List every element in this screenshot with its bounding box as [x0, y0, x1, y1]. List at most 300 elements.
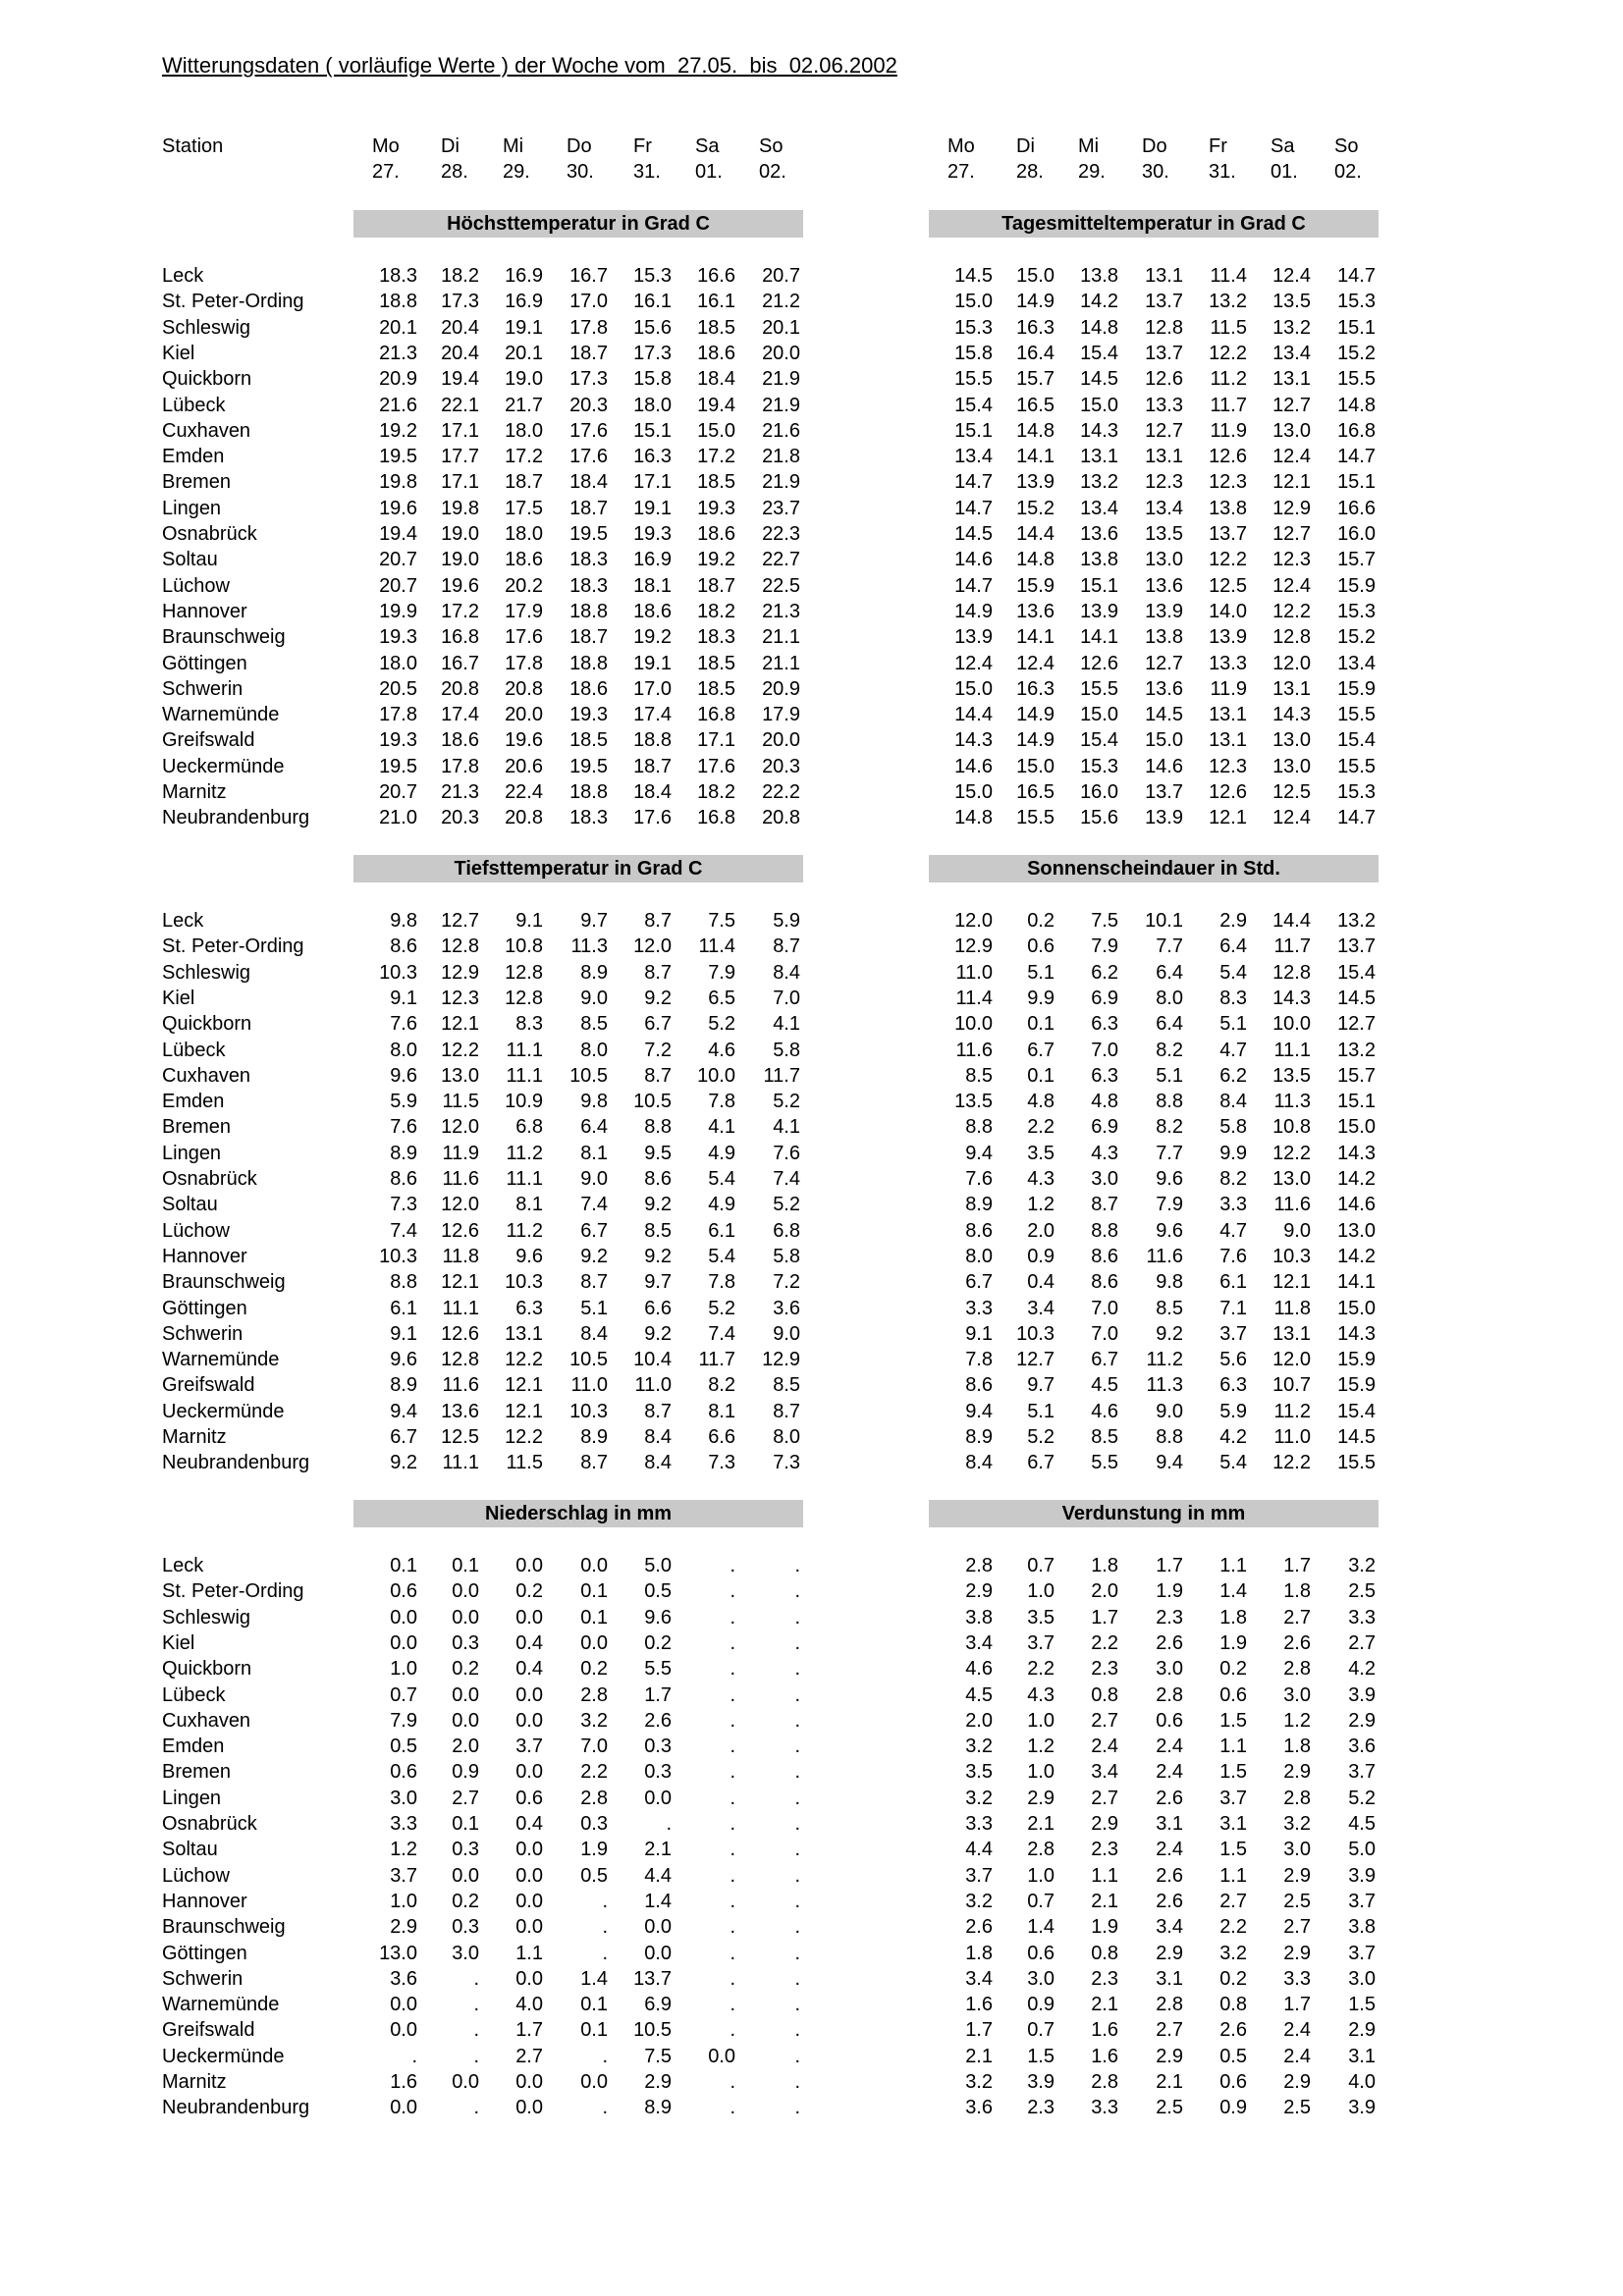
table-cell: 0.0 — [515, 1839, 543, 1861]
table-cell: 8.8 — [644, 1116, 672, 1139]
table-cell: 14.3 — [1337, 1142, 1376, 1164]
table-cell: 14.4 — [1272, 910, 1311, 932]
table-cell: 1.7 — [515, 2019, 543, 2042]
table-cell: 1.7 — [965, 2019, 993, 2042]
table-cell: 19.3 — [379, 729, 417, 752]
table-cell: 13.5 — [1145, 523, 1183, 545]
table-cell: 0.0 — [452, 1864, 479, 1887]
table-cell: 12.7 — [1145, 652, 1183, 674]
table-cell: 2.9 — [1283, 2071, 1311, 2093]
table-cell: 12.8 — [505, 961, 543, 984]
station-name: Marnitz — [162, 781, 227, 803]
table-cell: 0.0 — [515, 1606, 543, 1629]
table-cell: 0.4 — [1027, 1271, 1055, 1294]
station-name: Göttingen — [162, 652, 247, 674]
table-cell: 2.1 — [1091, 1994, 1118, 2016]
table-cell: 11.4 — [698, 935, 735, 958]
station-name: Hannover — [162, 600, 247, 622]
table-cell: 13.1 — [1209, 704, 1247, 726]
table-cell: 18.6 — [697, 523, 735, 545]
table-cell: 19.1 — [505, 316, 543, 339]
table-cell: 10.5 — [569, 1349, 608, 1371]
station-name: Cuxhaven — [162, 1064, 251, 1087]
page-title: Witterungsdaten ( vorläufige Werte ) der Woche vom 27.05. bis 02.06.2002 — [162, 53, 897, 78]
table-cell: 13.0 — [379, 1942, 417, 1964]
table-cell: 5.0 — [1348, 1839, 1376, 1861]
table-cell: 1.9 — [1091, 1916, 1118, 1939]
table-cell: 8.1 — [708, 1400, 735, 1422]
table-cell: 11.0 — [955, 961, 993, 984]
table-cell: 15.3 — [1337, 600, 1376, 622]
table-cell: 0.2 — [515, 1580, 543, 1603]
table-cell: 3.8 — [965, 1606, 993, 1629]
table-cell: 18.5 — [697, 677, 735, 700]
table-cell: 22.4 — [505, 781, 543, 803]
table-cell: . — [730, 1864, 735, 1887]
table-cell: 16.9 — [505, 291, 543, 313]
table-cell: 2.7 — [1156, 2019, 1183, 2042]
table-cell: 15.1 — [1080, 574, 1118, 597]
station-name: Neubrandenburg — [162, 1452, 310, 1474]
table-cell: 11.5 — [442, 1091, 479, 1113]
table-cell: 1.5 — [1027, 2045, 1055, 2067]
table-cell: . — [602, 2045, 608, 2067]
table-cell: 14.2 — [1337, 1168, 1376, 1190]
section-band-left: Tiefsttemperatur in Grad C — [353, 855, 803, 882]
table-cell: 2.7 — [1091, 1709, 1118, 1732]
table-cell: 12.6 — [1145, 368, 1183, 391]
table-cell: 15.0 — [697, 419, 735, 442]
station-name: Lübeck — [162, 1039, 226, 1061]
date-header-right-2: 29. — [1078, 161, 1106, 183]
table-cell: 16.7 — [441, 652, 479, 674]
table-cell: 2.9 — [1027, 1787, 1055, 1809]
table-cell: 4.0 — [1348, 2071, 1376, 2093]
table-cell: 17.6 — [505, 626, 543, 649]
table-cell: 2.4 — [1156, 1761, 1183, 1784]
table-cell: 7.4 — [708, 1322, 735, 1345]
table-cell: 15.0 — [954, 291, 993, 313]
table-cell: 10.1 — [1145, 910, 1183, 932]
table-cell: 9.0 — [580, 987, 608, 1009]
station-name: Neubrandenburg — [162, 807, 310, 829]
table-cell: 17.6 — [569, 446, 608, 468]
table-cell: 0.8 — [1091, 1683, 1118, 1706]
table-cell: 10.0 — [1272, 1013, 1311, 1036]
table-cell: 3.6 — [390, 1967, 417, 1990]
table-cell: 13.7 — [633, 1967, 672, 1990]
table-cell: 20.9 — [379, 368, 417, 391]
table-cell: 13.1 — [1272, 368, 1311, 391]
station-name: Kiel — [162, 1631, 195, 1654]
table-cell: 12.2 — [505, 1426, 543, 1448]
table-cell: 8.4 — [965, 1452, 993, 1474]
table-cell: 7.0 — [1091, 1297, 1118, 1319]
table-cell: 13.9 — [1016, 471, 1055, 494]
station-name: Osnabrück — [162, 523, 257, 545]
day-header-right-1: Di — [1016, 135, 1035, 157]
date-header-left-4: 31. — [633, 161, 661, 183]
table-cell: 12.8 — [441, 1349, 479, 1371]
station-name: Neubrandenburg — [162, 2097, 310, 2119]
table-cell: 14.3 — [1272, 704, 1311, 726]
table-cell: 9.8 — [580, 1091, 608, 1113]
table-cell: 12.0 — [1272, 652, 1311, 674]
table-cell: 6.8 — [773, 1219, 800, 1242]
table-cell: 1.0 — [1027, 1761, 1055, 1784]
table-cell: 15.0 — [1145, 729, 1183, 752]
table-cell: 8.6 — [390, 935, 417, 958]
table-cell: 9.7 — [644, 1271, 672, 1294]
table-cell: 11.9 — [442, 1142, 479, 1164]
table-cell: 13.1 — [505, 1322, 543, 1345]
table-cell: 7.2 — [644, 1039, 672, 1061]
table-cell: 3.0 — [1091, 1168, 1118, 1190]
station-name: Schwerin — [162, 677, 243, 700]
table-cell: 18.3 — [569, 549, 608, 571]
table-cell: 2.9 — [644, 2071, 672, 2093]
table-cell: . — [730, 1631, 735, 1654]
table-cell: 8.2 — [1219, 1168, 1247, 1190]
table-cell: 12.0 — [1272, 1349, 1311, 1371]
table-cell: 18.3 — [379, 265, 417, 287]
table-cell: 0.0 — [515, 1864, 543, 1887]
table-cell: 12.0 — [441, 1116, 479, 1139]
table-cell: 11.7 — [1273, 935, 1311, 958]
date-header-left-3: 30. — [567, 161, 594, 183]
table-cell: 0.2 — [580, 1658, 608, 1681]
table-cell: 3.7 — [1348, 1942, 1376, 1964]
table-cell: 20.1 — [379, 316, 417, 339]
table-cell: 13.0 — [1145, 549, 1183, 571]
table-cell: 13.6 — [1080, 523, 1118, 545]
table-cell: 5.4 — [708, 1168, 735, 1190]
table-cell: 15.2 — [1337, 342, 1376, 364]
station-name: Greifswald — [162, 729, 255, 752]
table-cell: 17.3 — [633, 342, 672, 364]
table-cell: 8.6 — [644, 1168, 672, 1190]
table-cell: 13.1 — [1272, 1322, 1311, 1345]
table-cell: 3.7 — [965, 1864, 993, 1887]
table-cell: 9.0 — [580, 1168, 608, 1190]
table-cell: 21.3 — [441, 781, 479, 803]
table-cell: 17.0 — [569, 291, 608, 313]
table-cell: 20.9 — [762, 677, 800, 700]
table-cell: 3.1 — [1156, 1813, 1183, 1835]
table-cell: 5.9 — [390, 1091, 417, 1113]
table-cell: 12.3 — [1145, 471, 1183, 494]
table-cell: 7.9 — [1156, 1194, 1183, 1216]
station-name: Lingen — [162, 1142, 222, 1164]
table-cell: 14.5 — [954, 265, 993, 287]
table-cell: . — [730, 1787, 735, 1809]
table-cell: 7.6 — [965, 1168, 993, 1190]
station-name: St. Peter-Ording — [162, 935, 304, 958]
section-band-right: Tagesmitteltemperatur in Grad C — [929, 210, 1379, 238]
table-cell: 20.8 — [441, 677, 479, 700]
table-cell: 22.1 — [441, 394, 479, 416]
table-cell: 19.4 — [697, 394, 735, 416]
table-cell: 16.4 — [1016, 342, 1055, 364]
table-cell: . — [730, 1709, 735, 1732]
table-cell: 1.1 — [1219, 1555, 1247, 1576]
table-cell: 12.8 — [441, 935, 479, 958]
table-cell: 2.0 — [965, 1709, 993, 1732]
table-cell: 14.5 — [1337, 1426, 1376, 1448]
table-cell: 14.9 — [1016, 704, 1055, 726]
table-cell: 0.7 — [390, 1683, 417, 1706]
table-cell: 8.6 — [965, 1374, 993, 1397]
table-cell: 20.8 — [505, 807, 543, 829]
table-cell: 14.4 — [1016, 523, 1055, 545]
table-cell: 6.4 — [1156, 961, 1183, 984]
table-cell: . — [602, 2097, 608, 2119]
table-cell: 17.7 — [441, 446, 479, 468]
table-cell: 1.9 — [1156, 1580, 1183, 1603]
table-cell: 2.5 — [1283, 2097, 1311, 2119]
table-cell: 19.5 — [569, 755, 608, 777]
table-cell: 16.5 — [1016, 394, 1055, 416]
station-name: Schleswig — [162, 316, 251, 339]
table-cell: 0.0 — [580, 1555, 608, 1576]
table-cell: 7.6 — [390, 1013, 417, 1036]
table-cell: 8.3 — [1219, 987, 1247, 1009]
table-cell: 13.1 — [1209, 729, 1247, 752]
table-cell: . — [730, 1942, 735, 1964]
table-cell: 7.0 — [773, 987, 800, 1009]
table-cell: 13.2 — [1209, 291, 1247, 313]
table-cell: 14.8 — [1016, 549, 1055, 571]
table-cell: 16.8 — [1337, 419, 1376, 442]
table-cell: 13.1 — [1272, 677, 1311, 700]
table-cell: 17.8 — [505, 652, 543, 674]
table-cell: 3.0 — [1348, 1967, 1376, 1990]
table-cell: 2.4 — [1283, 2019, 1311, 2042]
station-name: St. Peter-Ording — [162, 1580, 304, 1603]
table-cell: 15.7 — [1016, 368, 1055, 391]
table-cell: 2.2 — [580, 1761, 608, 1784]
table-cell: 0.0 — [452, 1709, 479, 1732]
table-cell: 11.1 — [442, 1297, 479, 1319]
table-cell: 12.4 — [1272, 265, 1311, 287]
table-cell: 8.7 — [644, 1400, 672, 1422]
table-cell: 6.3 — [1091, 1064, 1118, 1087]
table-cell: 20.3 — [569, 394, 608, 416]
table-cell: 1.4 — [1027, 1916, 1055, 1939]
date-header-right-6: 02. — [1334, 161, 1362, 183]
table-cell: 17.6 — [569, 419, 608, 442]
table-cell: . — [794, 1813, 800, 1835]
table-cell: 6.4 — [1156, 1013, 1183, 1036]
table-cell: . — [730, 1994, 735, 2016]
table-cell: 0.1 — [1027, 1013, 1055, 1036]
table-cell: 2.3 — [1091, 1839, 1118, 1861]
table-cell: 0.4 — [515, 1631, 543, 1654]
table-cell: 1.0 — [1027, 1709, 1055, 1732]
day-header-right-6: So — [1334, 135, 1359, 157]
table-cell: 12.2 — [1272, 600, 1311, 622]
table-cell: 2.5 — [1283, 1890, 1311, 1912]
table-cell: 18.8 — [569, 652, 608, 674]
table-cell: 18.6 — [569, 677, 608, 700]
station-name: Leck — [162, 1555, 204, 1576]
table-cell: 1.2 — [1283, 1709, 1311, 1732]
table-cell: 9.7 — [1027, 1374, 1055, 1397]
station-name: Schleswig — [162, 961, 251, 984]
table-cell: 2.2 — [1027, 1658, 1055, 1681]
table-cell: 1.5 — [1348, 1994, 1376, 2016]
table-cell: 0.6 — [1219, 2071, 1247, 2093]
table-cell: 7.7 — [1156, 1142, 1183, 1164]
table-cell: 12.6 — [1209, 781, 1247, 803]
table-cell: 1.4 — [1219, 1580, 1247, 1603]
table-cell: 3.0 — [1156, 1658, 1183, 1681]
table-cell: 12.2 — [1272, 1452, 1311, 1474]
table-cell: 13.3 — [1145, 394, 1183, 416]
table-cell: 3.7 — [1348, 1890, 1376, 1912]
table-cell: 18.5 — [697, 316, 735, 339]
table-cell: 12.9 — [762, 1349, 800, 1371]
table-cell: 17.5 — [505, 497, 543, 519]
date-header-right-5: 01. — [1271, 161, 1298, 183]
table-cell: 10.3 — [1272, 1245, 1311, 1267]
section-band-right: Sonnenscheindauer in Std. — [929, 855, 1379, 882]
station-name: Lingen — [162, 1787, 222, 1809]
table-cell: . — [794, 1994, 800, 2016]
table-cell: 11.3 — [570, 935, 608, 958]
table-cell: 0.6 — [1027, 935, 1055, 958]
table-cell: 9.1 — [515, 910, 543, 932]
table-cell: 8.9 — [390, 1374, 417, 1397]
table-cell: 2.0 — [452, 1735, 479, 1758]
table-cell: 3.3 — [1283, 1967, 1311, 1990]
table-cell: 15.6 — [633, 316, 672, 339]
table-cell: 0.9 — [1027, 1994, 1055, 2016]
table-cell: . — [602, 1942, 608, 1964]
table-cell: 0.1 — [390, 1555, 417, 1576]
table-cell: 3.2 — [580, 1709, 608, 1732]
station-name: Cuxhaven — [162, 1709, 251, 1732]
table-cell: 10.0 — [954, 1013, 993, 1036]
table-cell: 15.6 — [1080, 807, 1118, 829]
table-cell: 9.4 — [390, 1400, 417, 1422]
table-cell: 3.7 — [1219, 1787, 1247, 1809]
table-cell: 0.3 — [452, 1631, 479, 1654]
table-cell: 12.2 — [1209, 342, 1247, 364]
table-cell: 8.6 — [965, 1219, 993, 1242]
table-cell: 6.2 — [1091, 961, 1118, 984]
table-cell: 19.6 — [441, 574, 479, 597]
table-cell: 13.8 — [1080, 549, 1118, 571]
station-name: Leck — [162, 910, 204, 932]
table-cell: 14.5 — [954, 523, 993, 545]
table-cell: 8.8 — [1156, 1426, 1183, 1448]
table-cell: 21.3 — [762, 600, 800, 622]
table-cell: 13.5 — [1272, 291, 1311, 313]
table-cell: 1.7 — [644, 1683, 672, 1706]
table-cell: 3.9 — [1348, 1864, 1376, 1887]
table-cell: 19.6 — [505, 729, 543, 752]
table-cell: . — [794, 2097, 800, 2119]
table-cell: 8.5 — [965, 1064, 993, 1087]
table-cell: 12.7 — [441, 910, 479, 932]
table-cell: 4.5 — [1348, 1813, 1376, 1835]
table-cell: 17.8 — [569, 316, 608, 339]
table-cell: 15.0 — [1080, 394, 1118, 416]
table-cell: 10.3 — [1016, 1322, 1055, 1345]
table-cell: 0.3 — [644, 1735, 672, 1758]
table-cell: 6.7 — [1027, 1039, 1055, 1061]
table-cell: 1.2 — [1027, 1194, 1055, 1216]
table-cell: 1.0 — [390, 1890, 417, 1912]
table-cell: 16.0 — [1337, 523, 1376, 545]
table-cell: 12.4 — [1016, 652, 1055, 674]
table-cell: 3.3 — [390, 1813, 417, 1835]
table-cell: 4.2 — [1219, 1426, 1247, 1448]
table-cell: 15.9 — [1016, 574, 1055, 597]
table-cell: 13.6 — [1145, 574, 1183, 597]
table-cell: 0.1 — [1027, 1064, 1055, 1087]
table-cell: 7.6 — [390, 1116, 417, 1139]
table-cell: 3.3 — [965, 1813, 993, 1835]
table-cell: 2.3 — [1091, 1967, 1118, 1990]
table-cell: 11.0 — [1273, 1426, 1311, 1448]
table-cell: 17.2 — [441, 600, 479, 622]
table-cell: 5.2 — [708, 1013, 735, 1036]
table-cell: 12.1 — [441, 1271, 479, 1294]
table-cell: 2.8 — [580, 1683, 608, 1706]
table-cell: 2.6 — [1156, 1864, 1183, 1887]
table-cell: 18.4 — [697, 368, 735, 391]
table-cell: 2.3 — [1027, 2097, 1055, 2119]
table-cell: 12.8 — [1272, 626, 1311, 649]
table-cell: 8.5 — [1091, 1426, 1118, 1448]
station-name: Greifswald — [162, 1374, 255, 1397]
table-cell: 6.9 — [644, 1994, 672, 2016]
table-cell: 2.2 — [1091, 1631, 1118, 1654]
table-cell: 12.0 — [441, 1194, 479, 1216]
station-name: Warnemünde — [162, 1994, 280, 2016]
table-cell: 18.1 — [633, 574, 672, 597]
table-cell: 6.5 — [708, 987, 735, 1009]
table-cell: 9.9 — [1027, 987, 1055, 1009]
table-cell: 9.4 — [965, 1400, 993, 1422]
table-cell: 8.4 — [773, 961, 800, 984]
table-cell: 0.0 — [644, 1787, 672, 1809]
table-cell: 21.9 — [762, 368, 800, 391]
table-cell: 14.2 — [1337, 1245, 1376, 1267]
table-cell: . — [602, 1890, 608, 1912]
table-cell: 8.7 — [644, 961, 672, 984]
table-cell: 0.0 — [515, 1967, 543, 1990]
table-cell: 8.6 — [390, 1168, 417, 1190]
table-cell: 3.2 — [965, 1787, 993, 1809]
table-cell: 15.0 — [1016, 265, 1055, 287]
table-cell: 12.1 — [1272, 1271, 1311, 1294]
table-cell: 11.5 — [1210, 316, 1247, 339]
table-cell: 12.6 — [441, 1322, 479, 1345]
table-cell: 20.0 — [762, 342, 800, 364]
table-cell: 15.5 — [1337, 1452, 1376, 1474]
table-cell: 12.0 — [954, 910, 993, 932]
table-cell: 18.4 — [569, 471, 608, 494]
table-cell: 4.8 — [1027, 1091, 1055, 1113]
table-cell: 10.5 — [633, 1091, 672, 1113]
table-cell: 0.1 — [580, 1580, 608, 1603]
station-name: Lingen — [162, 497, 222, 519]
table-cell: 4.0 — [515, 1994, 543, 2016]
table-cell: 21.6 — [379, 394, 417, 416]
